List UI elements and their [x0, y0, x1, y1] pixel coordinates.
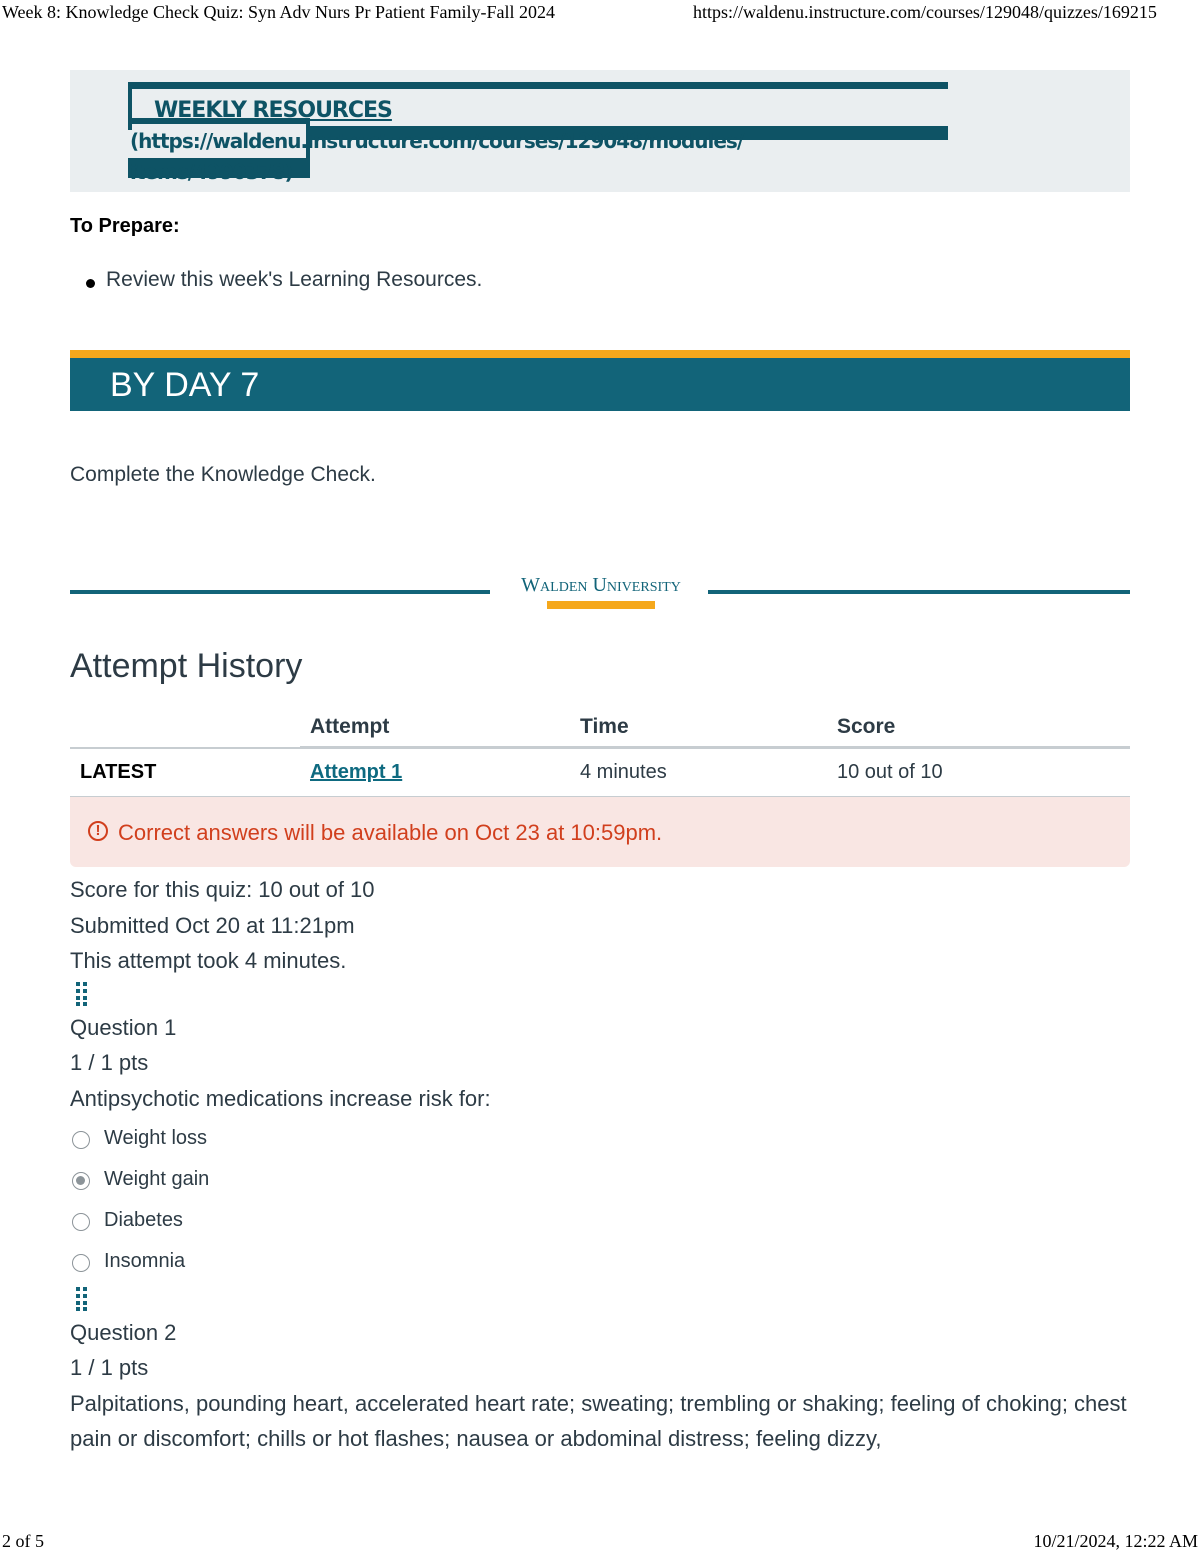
- walden-logo: [500, 574, 702, 610]
- walden-logo-tagline-bar: [547, 601, 655, 609]
- to-prepare-heading: To Prepare:: [70, 215, 180, 237]
- radio-button-selected[interactable]: [72, 1172, 90, 1190]
- answer-label: Insomnia: [104, 1250, 186, 1272]
- column-header-score: Score: [827, 708, 1130, 748]
- drag-handle-icon[interactable]: [76, 982, 88, 1006]
- question-1-points: 1 / 1 pts: [70, 1050, 149, 1075]
- attempt-history-title: Attempt History: [70, 647, 303, 685]
- print-footer: [0, 1531, 1200, 1553]
- answers-availability-alert: [70, 797, 1130, 867]
- print-page-title: Week 8: Knowledge Check Quiz: Syn Adv Nurs Pr Patient Family-Fall 2024: [2, 2, 555, 22]
- drag-handle-icon[interactable]: [76, 1287, 88, 1311]
- question-1-text: Antipsychotic medications increase risk for:: [70, 1086, 491, 1111]
- warning-icon: !: [88, 821, 108, 841]
- by-day-banner: [70, 350, 1130, 411]
- divider-right: [708, 590, 1130, 594]
- weekly-resources-link[interactable]: [130, 96, 950, 188]
- attempt-status: LATEST: [70, 748, 300, 797]
- answer-label: Diabetes: [104, 1209, 183, 1231]
- print-page-url: https://waldenu.instructure.com/courses/129048/quizzes/169215: [693, 2, 1157, 22]
- page-number: 2 of 5: [2, 1531, 44, 1551]
- by-day-banner-text: BY DAY 7: [110, 366, 260, 404]
- resources-border-top: [128, 82, 948, 89]
- divider-left: [70, 590, 490, 594]
- walden-logo-name: Walden University: [521, 574, 681, 596]
- attempt-history-table: [70, 708, 1130, 797]
- attempt-duration: This attempt took 4 minutes.: [70, 948, 347, 973]
- print-timestamp: 10/21/2024, 12:22 AM: [1033, 1531, 1198, 1551]
- weekly-resources-box: [70, 70, 1130, 192]
- radio-button[interactable]: [72, 1254, 90, 1272]
- quiz-summary: [70, 872, 375, 979]
- weekly-resources-label[interactable]: WEEKLY RESOURCES: [154, 98, 392, 123]
- weekly-resources-url[interactable]: (https://waldenu.instructure.com/courses/129048/modules/: [130, 129, 744, 153]
- submitted-time: Submitted Oct 20 at 11:21pm: [70, 912, 355, 938]
- attempt-cell: [300, 748, 570, 797]
- question-2-label: Question 2: [70, 1320, 177, 1345]
- list-item: Review this week's Learning Resources.: [86, 268, 482, 292]
- print-header: [0, 0, 1200, 26]
- column-header-status: [70, 708, 300, 748]
- alert-message: Correct answers will be available on Oct 23 at 10:59pm.: [118, 820, 663, 845]
- to-prepare-list: [86, 268, 482, 292]
- table-row: [70, 748, 1130, 797]
- table-header-row: [70, 708, 1130, 748]
- weekly-resources-url-cont[interactable]: items/4990378): [130, 160, 293, 184]
- radio-button[interactable]: [72, 1131, 90, 1149]
- attempt-link[interactable]: Attempt 1: [310, 761, 403, 783]
- quiz-score: Score for this quiz: 10 out of 10: [70, 877, 375, 902]
- question-2-text: Palpitations, pounding heart, accelerated heart rate; sweating; trembling or shaking; feeling of choking; chest pain or discomfort; chills or hot flashes; nausea or abdominal distress; feeling dizzy,: [70, 1391, 1127, 1451]
- radio-button[interactable]: [72, 1213, 90, 1231]
- attempt-score: 10 out of 10: [827, 748, 1130, 797]
- attempt-time: 4 minutes: [570, 748, 827, 797]
- question-1-label: Question 1: [70, 1015, 177, 1040]
- column-header-attempt: Attempt: [300, 708, 570, 748]
- question-2-points: 1 / 1 pts: [70, 1355, 149, 1380]
- answer-label: Weight gain: [104, 1168, 210, 1190]
- answer-label: Weight loss: [104, 1127, 208, 1149]
- column-header-time: Time: [570, 708, 827, 748]
- instruction-text: Complete the Knowledge Check.: [70, 463, 376, 486]
